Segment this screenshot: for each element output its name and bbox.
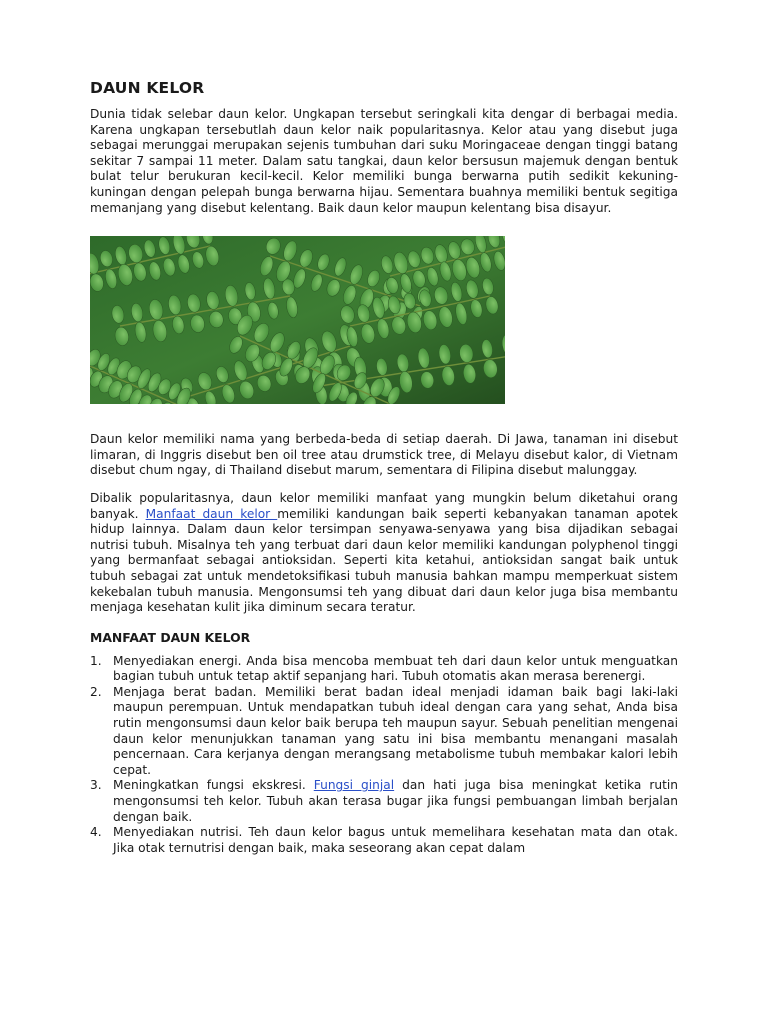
moringa-leaves-photo [90, 236, 505, 404]
document-page [90, 78, 678, 856]
intro-paragraph: Dunia tidak selebar daun kelor. Ungkapan tersebut seringkali kita dengar di berbagai media. Karena ungkapan tersebutlah daun kelor naik popularitasnya. Kelor atau yang disebut juga sebagai merunggai merupakan sejenis tumbuhan dari suku Moringaceae dengan tinggi batang sekitar 7 sampai 11 meter. Dalam satu tangkai, daun kelor bersusun majemuk dengan bentuk bulat telur berukuran kecil-kecil. Kelor memiliki bunga berwarna putih sedikit kekuning-kuningan dengan pelepah bunga berwarna hijau. Sementara buahnya memiliki bentuk segitiga memanjang yang disebut kelentang. Baik daun kelor maupun kelentang bisa disayur. [90, 107, 678, 215]
benefit-number: 2. [90, 684, 102, 699]
benefit-text: Menyediakan nutrisi. Teh daun kelor bagus untuk memelihara kesehatan mata dan otak. Jika otak ternutrisi dengan baik, maka seseorang akan cepat dalam [113, 825, 678, 855]
benefit-number: 1. [90, 653, 102, 668]
benefit-number: 3. [90, 778, 102, 793]
benefit-item [90, 778, 678, 825]
benefit-text-after: dan hati juga bisa meningkat ketika rutin mengonsumsi teh kelor. Tubuh akan terasa bugar jika fungsi pembuangan limbah berjalan dengan baik. [113, 778, 678, 824]
popularity-text-before: Dibalik popularitasnya, daun kelor memiliki manfaat yang mungkin belum diketahui orang banyak. [90, 490, 678, 521]
benefits-list [90, 654, 678, 857]
popularity-text-after: memiliki kandungan baik seperti kebanyakan tanaman apotek hidup lainnya. Dalam daun kelor tersimpan senyawa-senyawa yang bisa dijadikan sebagai nutrisi tubuh. Misalnya teh yang terbuat dari daun kelor memiliki kandungan polyphenol tinggi yang bermanfaat sebagai antioksidan. Seperti kita ketahui, antioksidan sangat baik untuk tubuh sebagai zat untuk mendetoksifikasi tubuh manusia bahkan mampu memperkuat sistem kekebalan tubuh manusia. Mengonsumsi teh yang dibuat dari daun kelor juga bisa membantu menjaga kesehatan kulit jika diminum secara teratur. [90, 506, 678, 615]
regional-names-paragraph: Daun kelor memiliki nama yang berbeda-beda di setiap daerah. Di Jawa, tanaman ini disebut limaran, di Inggris disebut ben oil tree atau drumstick tree, di Melayu disebut kalor, di Vietnam disebut chum ngay, di Thailand disebut marum, sementara di Filipina disebut malunggay. [90, 432, 678, 478]
section-title: MANFAAT DAUN KELOR [90, 629, 251, 645]
benefit-item [90, 654, 678, 685]
manfaat-daun-kelor-link[interactable]: Manfaat daun kelor [145, 506, 278, 521]
benefit-number: 4. [90, 825, 102, 840]
article-title: DAUN KELOR [90, 79, 205, 97]
benefit-item [90, 685, 678, 779]
benefit-text-before: Meningkatkan fungsi ekskresi. [113, 778, 314, 793]
benefit-text: Menyediakan energi. Anda bisa mencoba membuat teh dari daun kelor untuk menguatkan bagian tubuh untuk tetap aktif sepanjang hari. Tubuh otomatis akan merasa berenergi. [113, 653, 678, 684]
benefit-item [90, 825, 678, 856]
benefit-text: Menjaga berat badan. Memiliki berat badan ideal menjadi idaman baik bagi laki-laki maupun perempuan. Untuk mendapatkan tubuh ideal dengan cara yang sehat, Anda bisa rutin mengonsumsi daun kelor baik berupa teh maupun sayur. Sebuah penelitian mengenai daun kelor menunjukkan tanaman yang satu ini bisa membantu menangani masalah pencernaan. Cara kerjanya dengan merangsang metabolisme tubuh membakar kalori lebih cepat. [113, 684, 678, 777]
fungsi-ginjal-link[interactable]: Fungsi ginjal [313, 778, 395, 793]
popularity-paragraph [90, 491, 678, 616]
